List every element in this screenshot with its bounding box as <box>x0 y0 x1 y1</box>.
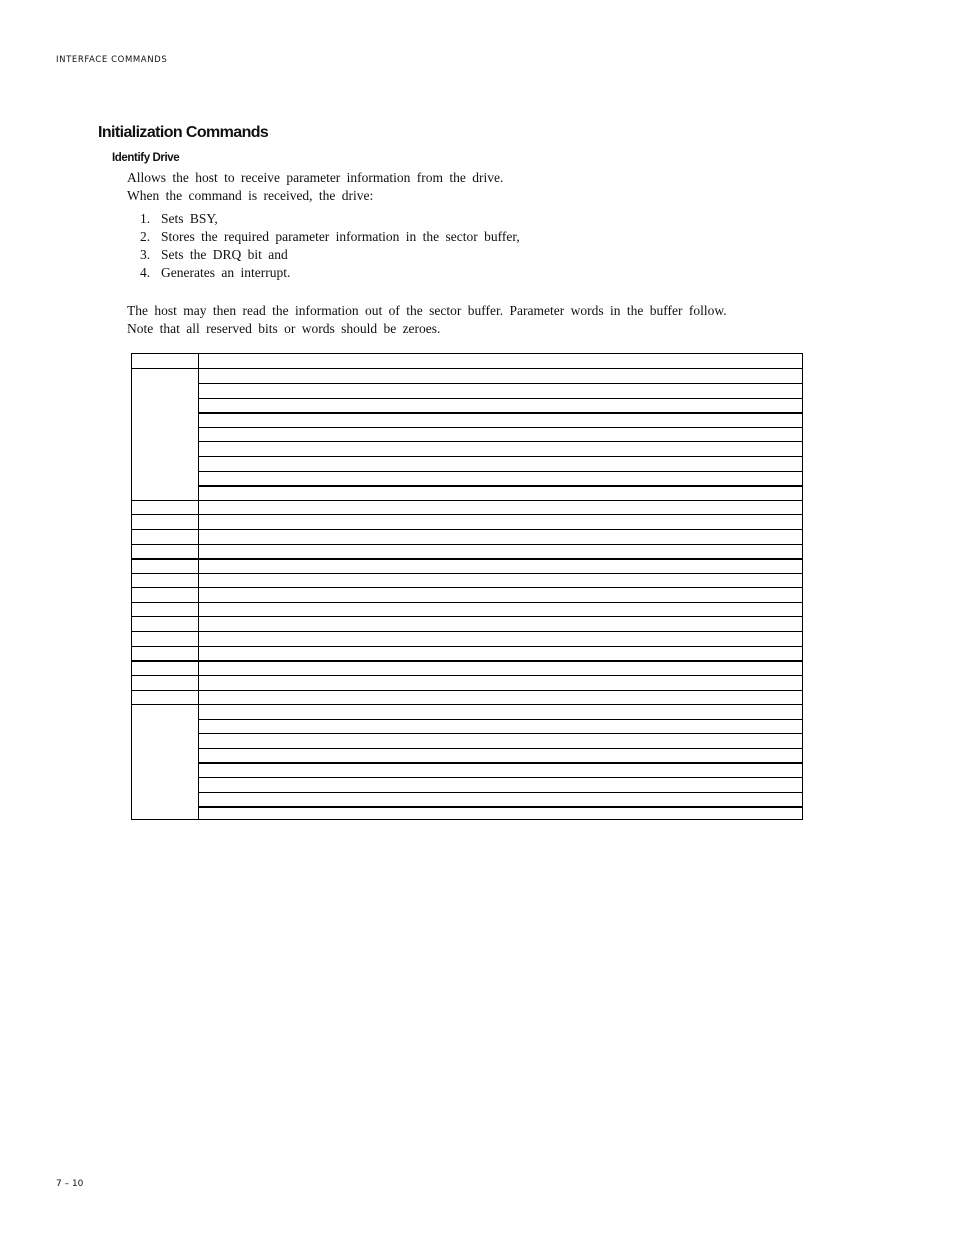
table-row-divider <box>198 427 802 428</box>
step-text: Generates an interrupt. <box>161 265 291 280</box>
table-row-divider <box>198 762 802 764</box>
table-row-divider <box>132 573 802 574</box>
section-title: Initialization Commands <box>98 124 269 141</box>
table-row-divider <box>198 456 802 457</box>
table-row-divider <box>132 529 802 530</box>
step-text: Sets BSY, <box>161 211 218 226</box>
table-row-divider <box>198 733 802 734</box>
parameter-words-table <box>131 353 803 820</box>
table-row-divider <box>132 616 802 617</box>
intro-line: When the command is received, the drive: <box>127 188 374 203</box>
intro-paragraph <box>127 169 503 205</box>
list-item <box>127 228 520 246</box>
page-number: 7 – 10 <box>56 1179 84 1189</box>
table-row-divider <box>132 602 802 603</box>
table-row-divider <box>132 704 802 705</box>
table-row-divider <box>198 383 802 384</box>
table-row-divider <box>132 368 802 369</box>
intro-line: Allows the host to receive parameter information from the drive. <box>127 170 504 185</box>
table-row-divider <box>132 660 802 662</box>
outro-line: The host may then read the information out of the sector buffer. Parameter words in the buffer follow. <box>127 303 727 318</box>
table-row-divider <box>198 412 802 414</box>
list-item <box>127 246 520 264</box>
outro-paragraph <box>127 302 727 338</box>
outro-line: Note that all reserved bits or words should be zeroes. <box>127 321 441 336</box>
table-row-divider <box>198 441 802 442</box>
table-row-divider <box>132 631 802 632</box>
table-row-divider <box>132 544 802 545</box>
table-row-divider <box>198 485 802 487</box>
table-row-divider <box>198 719 802 720</box>
table-row-divider <box>132 500 802 501</box>
table-row-divider <box>132 587 802 588</box>
list-item <box>127 210 520 228</box>
table-row-divider <box>198 398 802 399</box>
step-text: Sets the DRQ bit and <box>161 247 288 262</box>
table-row-divider <box>198 471 802 472</box>
table-row-divider <box>198 748 802 749</box>
table-row-divider <box>132 514 802 515</box>
table-row-divider <box>132 675 802 676</box>
subsection-title: Identify Drive <box>112 152 180 164</box>
table-row-divider <box>132 690 802 691</box>
step-number: 2. <box>140 229 151 244</box>
table-row-divider <box>132 558 802 560</box>
step-number: 4. <box>140 265 151 280</box>
table-row-divider <box>132 646 802 647</box>
step-number: 1. <box>140 211 151 226</box>
step-number: 3. <box>140 247 151 262</box>
list-item <box>127 264 520 282</box>
step-text: Stores the required parameter information in the sector buffer, <box>161 229 520 244</box>
table-row-divider <box>198 792 802 793</box>
table-row-divider <box>198 777 802 778</box>
steps-list <box>127 210 520 282</box>
running-header: INTERFACE COMMANDS <box>56 55 168 65</box>
table-row-divider <box>198 806 802 808</box>
